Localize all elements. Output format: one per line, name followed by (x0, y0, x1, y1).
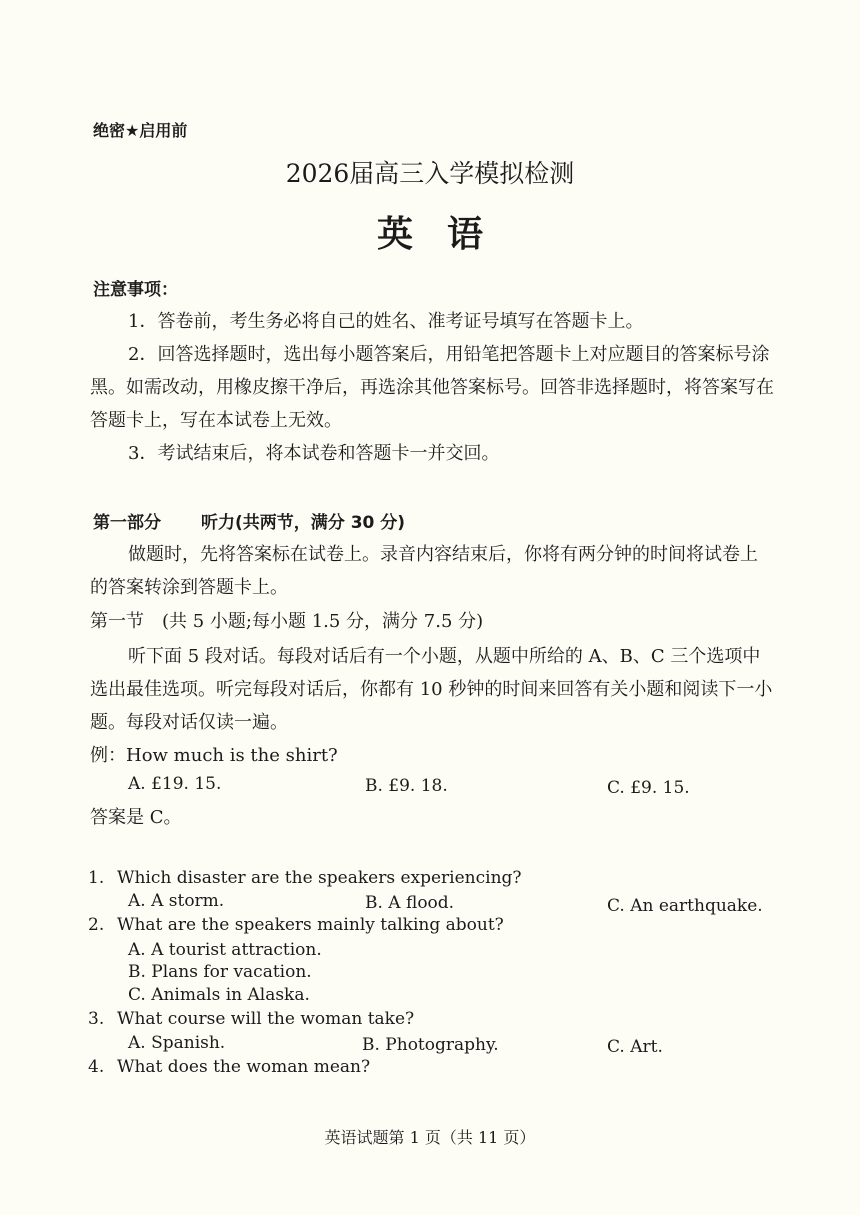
example-option-c: C. £9. 15. (607, 778, 690, 798)
option-a: A. Spanish. (128, 1033, 226, 1053)
notice-heading: 注意事项： (93, 280, 178, 300)
question-number: 3. (88, 1009, 105, 1029)
subject-title: 英语 (376, 213, 517, 255)
example-answer: 答案是 C。 (90, 807, 182, 828)
confidential-mark: 绝密★启用前 (93, 121, 188, 140)
option-a: A. A storm. (128, 891, 225, 911)
question-text: What are the speakers mainly talking about? (117, 915, 504, 935)
option-b: B. Photography. (362, 1035, 499, 1055)
section1-instructions: 听下面 5 段对话。每段对话后有一个小题，从题中所给的 A、B、C 三个选项中选出最佳选项。听完每段对话后，你都有 10 秒钟的时间来回答有关小题和阅读下一小题。每段对话仅读一遍。 (90, 646, 773, 733)
notice-item-1: 1．答卷前，考生务必将自己的姓名、准考证号填写在答题卡上。 (128, 311, 644, 332)
option-c: C. Animals in Alaska. (128, 985, 310, 1005)
question-number: 1. (88, 868, 105, 888)
option-b: B. A flood. (365, 893, 455, 913)
question-number: 2. (88, 915, 105, 935)
section1-heading: 第一节 (共 5 小题;每小题 1.5 分，满分 7.5 分) (90, 611, 484, 632)
exam-title: 2026届高三入学模拟检测 (285, 159, 575, 188)
option-c: C. An earthquake. (607, 896, 763, 916)
example-option-a: A. £19. 15. (128, 774, 222, 794)
example-question: 例：How much is the shirt? (90, 745, 338, 766)
notice-item-2: 2．回答选择题时，选出每小题答案后，用铅笔把答题卡上对应题目的答案标号涂黑。如需改动，用橡皮擦干净后，再选涂其他答案标号。回答非选择题时，将答案写在答题卡上，写在本试卷上无效。 (90, 344, 774, 431)
question-text: What course will the woman take? (117, 1009, 415, 1029)
option-b: B. Plans for vacation. (128, 962, 312, 982)
question-text: Which disaster are the speakers experiencing? (117, 868, 522, 888)
question-number: 4. (88, 1057, 105, 1077)
part1-title: 听力(共两节，满分 30 分) (201, 513, 406, 533)
page-footer: 英语试题第 1 页（共 11 页） (324, 1128, 536, 1147)
question-text: What does the woman mean? (117, 1057, 371, 1077)
part1-heading (93, 508, 405, 533)
part1-label: 第一部分 (93, 513, 161, 533)
notice-item-3: 3．考试结束后，将本试卷和答题卡一并交回。 (128, 443, 500, 464)
example-option-b: B. £9. 18. (365, 776, 448, 796)
option-a: A. A tourist attraction. (128, 940, 322, 960)
option-c: C. Art. (607, 1037, 663, 1057)
part1-instructions: 做题时，先将答案标在试卷上。录音内容结束后，你将有两分钟的时间将试卷上的答案转涂到答题卡上。 (90, 544, 758, 598)
